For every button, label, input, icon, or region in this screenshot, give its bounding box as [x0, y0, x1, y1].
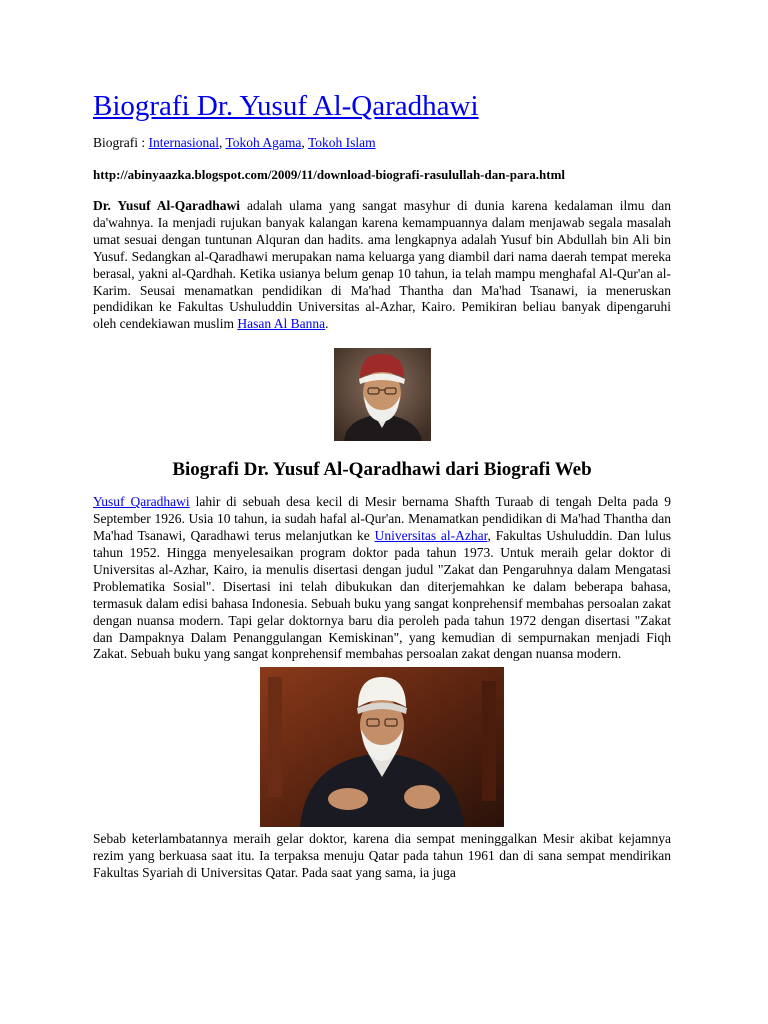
article-title-link[interactable]: Biografi Dr. Yusuf Al-Qaradhawi: [93, 90, 479, 122]
article-title[interactable]: [93, 86, 671, 126]
category-line: [93, 134, 671, 152]
category-separator: ,: [218, 135, 226, 150]
category-link-tokoh-agama[interactable]: Tokoh Agama: [225, 135, 302, 150]
source-url: http://abinyaazka.blogspot.com/2009/11/download-biografi-rasulullah-dan-para.html: [93, 167, 566, 182]
biography-text-2: , Fakultas Ushuluddin. Dan lulus tahun 1952. Hingga menyelesaikan program doktor pada tahun 1973. Untuk meraih gelar doktor di Universitas al-Azhar, Kairo, ia menulis disertasi dengan judul "Zakat dan Pengaruhnya dalam Mengatasi Problematika Sosial". Disertasi ini telah dibukukan dan diterjemahkan ke dalam beberapa bahasa, termasuk dalam edisi bahasa Indonesia. Sebuah buku yang sangat konprehensif membahas persoalan zakat dengan nuansa modern. Tapi gelar doktornya baru dia peroleh pada tahun 1972 dengan disertasi "Zakat dan Dampaknya Dalam Penanggulangan Kemiskinan", yang kemudian di sempurnakan menjadi Fiqh Zakat. Sebuah buku yang sangat konprehensif membahas persoalan zakat dengan nuansa modern.: [93, 528, 671, 662]
category-link-tokoh-islam[interactable]: Tokoh Islam: [307, 135, 376, 150]
universitas-al-azhar-link[interactable]: Universitas al-Azhar: [374, 528, 488, 544]
section-heading: Biografi Dr. Yusuf Al-Qaradhawi dari Biografi Web: [172, 459, 592, 481]
biography-paragraph: [93, 494, 671, 663]
yusuf-qaradhawi-link[interactable]: Yusuf Qaradhawi: [93, 494, 190, 510]
intro-text: adalah ulama yang sangat masyhur di dunia karena kedalaman ilmu dan da'wahnya. Ia menjadi rujukan banyak kalangan karena kemampuannya dalam menjawab segala masalah umat sesuai dengan tuntunan Alquran dan hadits. ama lengkapnya adalah Yusuf bin Abdullah bin Ali bin Yusuf. Sedangkan al-Qaradhawi merupakan nama keluarga yang diambil dari nama daerah tempat mereka berasal, yakni al-Qardhah. Ketika usianya belum genap 10 tahun, ia telah mampu menghafal Al-Qur'an al-Karim. Seusai menamatkan pendidikan di Ma'had Thantha dan Ma'had Tsanawi, ia meneruskan pendidikan ke Fakultas Ushuluddin Universitas al-Azhar, Kairo. Pemikiran beliau banyak dipengaruhi oleh cendekiawan muslim: [93, 198, 671, 332]
speaking-photo: [260, 667, 504, 827]
category-separator: ,: [301, 135, 308, 150]
hasan-al-banna-link[interactable]: Hasan Al Banna: [237, 316, 326, 332]
category-link-internasional[interactable]: Internasional: [148, 135, 219, 150]
article: [93, 86, 671, 882]
category-label: Biografi :: [93, 135, 149, 150]
intro-paragraph: [93, 198, 671, 333]
closing-paragraph: Sebab keterlambatannya meraih gelar doktor, karena dia sempat meninggalkan Mesir akibat kejamnya rezim yang berkuasa saat itu. Ia terpaksa menuju Qatar pada tahun 1961 dan di sana sempat mendirikan Fakultas Syariah di Universitas Qatar. Pada saat yang sama, ia juga: [93, 831, 671, 881]
intro-bold-name: Dr. Yusuf Al-Qaradhawi: [93, 198, 241, 213]
biography-text-1: lahir di sebuah desa kecil di Mesir bernama Shafth Turaab di tengah Delta pada 9 September 1926. Usia 10 tahun, ia sudah hafal al-Qur'an. Menamatkan pendidikan di Ma'had Thantha dan Ma'had Tsanawi, Qaradhawi terus melanjutkan ke: [93, 494, 671, 544]
intro-end: .: [325, 316, 329, 332]
portrait-photo: [334, 348, 431, 441]
